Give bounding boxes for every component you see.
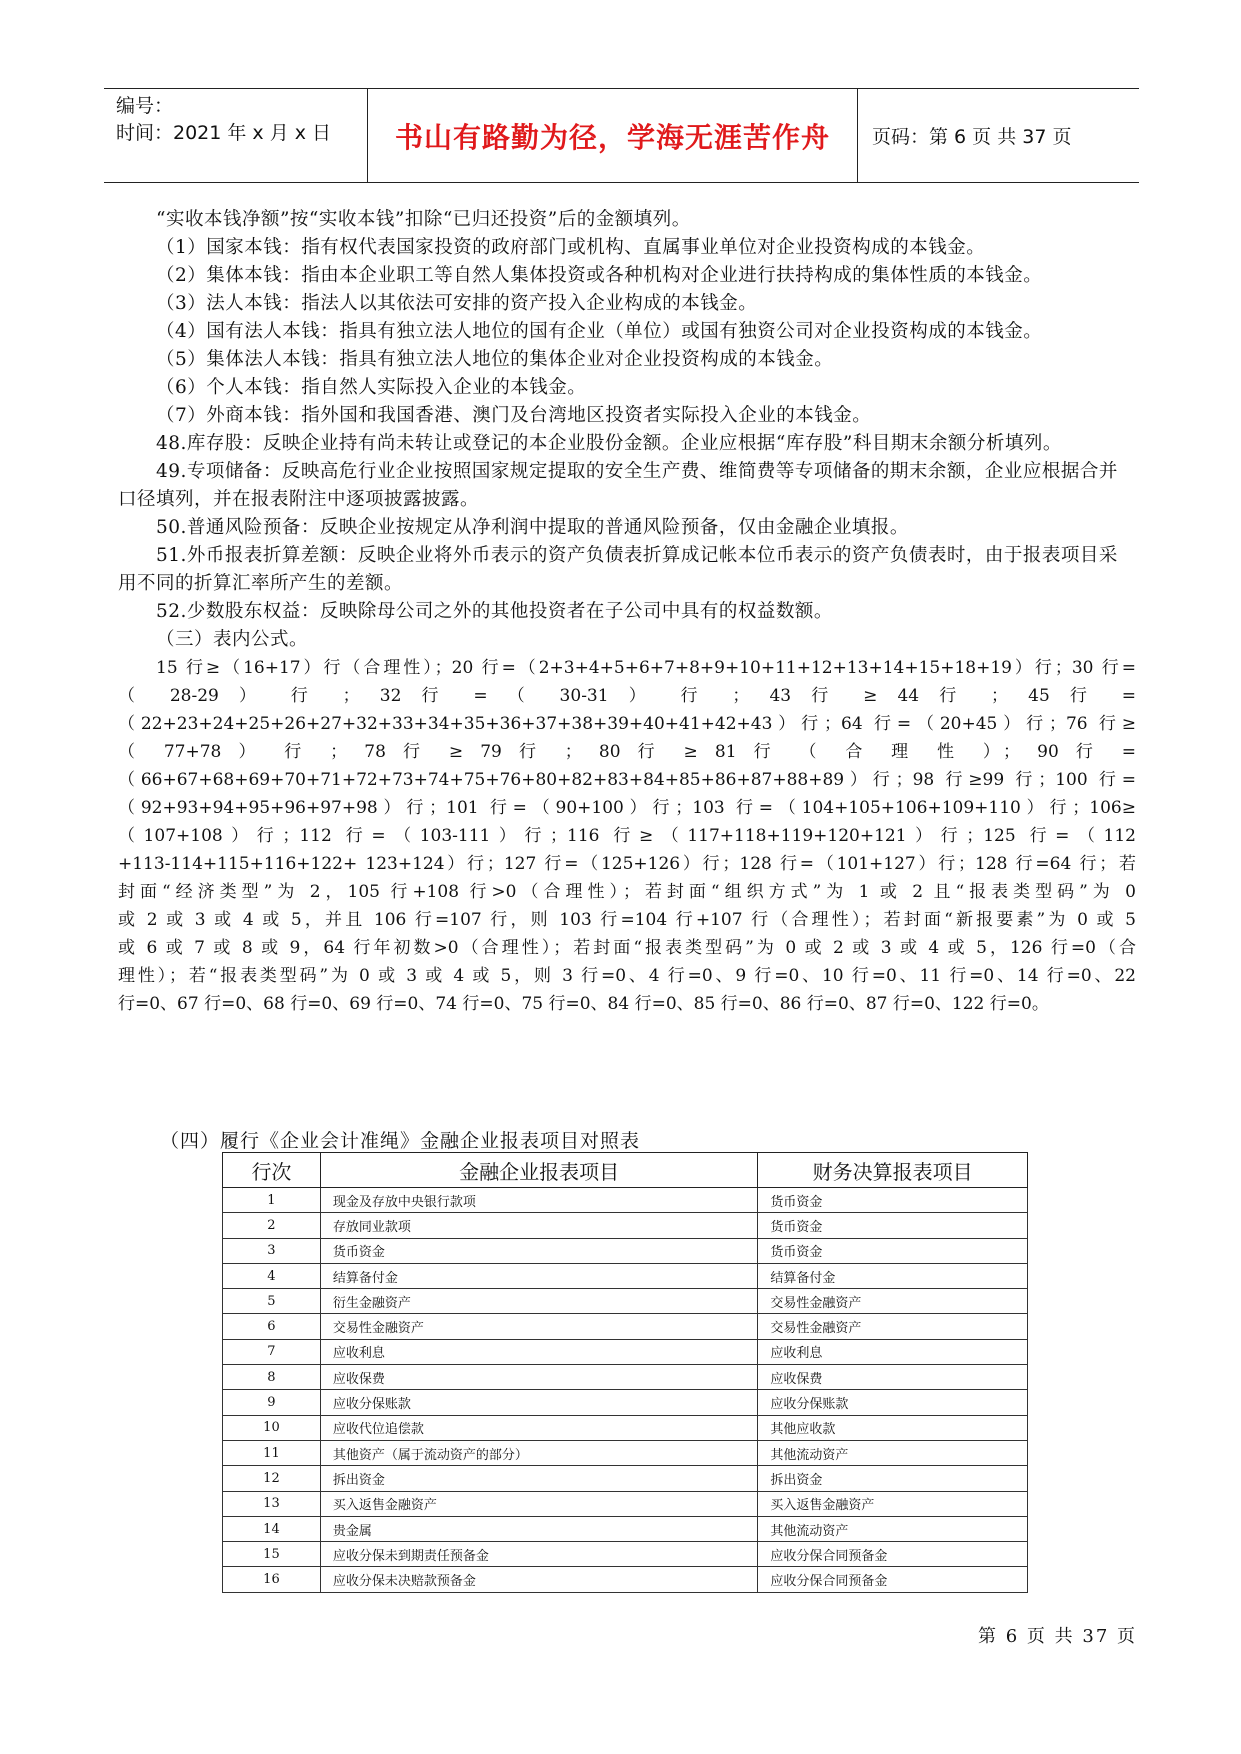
financial-item-cell: 存放同业款项: [320, 1213, 757, 1238]
final-account-item-cell: 应收分保合同预备金: [758, 1542, 1028, 1567]
table-row: [223, 1263, 1028, 1288]
paragraph: （6）个人本钱：指自然人实际投入企业的本钱金。: [156, 377, 587, 398]
section-heading: （三）表内公式。: [156, 629, 309, 650]
header-row-no: 行次: [223, 1153, 321, 1188]
formula-line: （66+67+68+69+70+71+72+73+74+75+76+80+82+83+84+85+86+87+88+89）行；98 行≥99 行；100 行=: [118, 770, 1136, 790]
formula-line: 15 行≥（16+17）行（合理性）；20 行=（2+3+4+5+6+7+8+9+10+11+12+13+14+15+18+19）行；30 行=: [156, 658, 1136, 678]
row-number-cell: 15: [223, 1542, 321, 1567]
final-account-item-cell: 交易性金融资产: [758, 1314, 1028, 1339]
financial-item-cell: 交易性金融资产: [320, 1314, 757, 1339]
formula-line: （92+93+94+95+96+97+98）行；101 行=（90+100）行；103 行=（104+105+106+109+110）行；106≥: [118, 798, 1136, 818]
final-account-item-cell: 其他流动资产: [758, 1516, 1028, 1541]
time-label: 时间：2021 年 x 月 x 日: [116, 122, 332, 144]
row-number-cell: 13: [223, 1491, 321, 1516]
paragraph: （4）国有法人本钱：指具有独立法人地位的国有企业（单位）或国有独资公司对企业投资构成的本钱金。: [156, 321, 1043, 342]
final-account-item-cell: 其他流动资产: [758, 1440, 1028, 1465]
formula-line: 或 2 或 3 或 4 或 5，并且 106 行=107 行，则 103 行=104 行+107 行（合理性）；若封面“新报要素”为 0 或 5: [118, 910, 1136, 930]
header-final-account-item: 财务决算报表项目: [758, 1153, 1028, 1188]
final-account-item-cell: 货币资金: [758, 1188, 1028, 1213]
financial-item-cell: 买入返售金融资产: [320, 1491, 757, 1516]
paragraph: 49.专项储备：反映高危行业企业按照国家规定提取的安全生产费、维简费等专项储备的期末余额，企业应根据合并口径填列，并在报表附注中逐项披露披露。: [118, 461, 1118, 510]
table-row: [223, 1440, 1028, 1465]
table-body: [223, 1188, 1028, 1593]
table-row: [223, 1289, 1028, 1314]
formula-line: 行=0、67 行=0、68 行=0、69 行=0、74 行=0、75 行=0、84 行=0、85 行=0、86 行=0、87 行=0、122 行=0。: [118, 994, 1049, 1014]
table-row: [223, 1415, 1028, 1440]
financial-item-cell: 衍生金融资产: [320, 1289, 757, 1314]
formula-line: 或 6 或 7 或 8 或 9，64 行年初数>0（合理性）；若封面“报表类型码”为 0 或 2 或 3 或 4 或 5，126 行=0（合: [118, 938, 1136, 958]
final-account-item-cell: 拆出资金: [758, 1466, 1028, 1491]
final-account-item-cell: 应收分保合同预备金: [758, 1567, 1028, 1592]
table-row: [223, 1188, 1028, 1213]
row-number-cell: 8: [223, 1365, 321, 1390]
row-number-cell: 1: [223, 1188, 321, 1213]
final-account-item-cell: 应收利息: [758, 1339, 1028, 1364]
row-number-cell: 3: [223, 1238, 321, 1263]
paragraph: （1）国家本钱：指有权代表国家投资的政府部门或机构、直属事业单位对企业投资构成的本钱金。: [156, 237, 986, 258]
financial-item-cell: 应收利息: [320, 1339, 757, 1364]
formula-line: 理性）；若“报表类型码”为 0 或 3 或 4 或 5，则 3 行=0、4 行=0、9 行=0、10 行=0、11 行=0、14 行=0、22: [118, 966, 1136, 986]
final-account-item-cell: 货币资金: [758, 1213, 1028, 1238]
page-header: [104, 88, 1139, 183]
table-row: [223, 1491, 1028, 1516]
table-row: [223, 1213, 1028, 1238]
mapping-table: [222, 1152, 1028, 1593]
table-row: [223, 1567, 1028, 1592]
financial-item-cell: 应收分保未决赔款预备金: [320, 1567, 757, 1592]
row-number-cell: 14: [223, 1516, 321, 1541]
table-row: [223, 1542, 1028, 1567]
paragraph: （7）外商本钱：指外国和我国香港、澳门及台湾地区投资者实际投入企业的本钱金。: [156, 405, 872, 426]
paragraph: 52.少数股东权益：反映除母公司之外的其他投资者在子公司中具有的权益数额。: [156, 601, 833, 622]
header-financial-item: 金融企业报表项目: [320, 1153, 757, 1188]
formula-line: （107+108）行；112 行=（103-111）行；116 行≥（117+118+119+120+121）行；125 行=（112: [118, 826, 1136, 846]
row-number-cell: 9: [223, 1390, 321, 1415]
formula-line: （22+23+24+25+26+27+32+33+34+35+36+37+38+39+40+41+42+43）行；64 行=（20+45）行；76 行≥: [118, 714, 1136, 734]
table-row: [223, 1314, 1028, 1339]
table-header-row: [223, 1153, 1028, 1188]
paragraph: 51.外币报表折算差额：反映企业将外币表示的资产负债表折算成记帐本位币表示的资产负债表时，由于报表项目采用不同的折算汇率所产生的差额。: [118, 545, 1118, 594]
formula-line: （ 77+78 ） 行 ； 78 行 ≥ 79 行 ； 80 行 ≥ 81 行 （ 合 理 性 ）； 90 行 =: [118, 742, 1136, 762]
financial-item-cell: 应收分保未到期责任预备金: [320, 1542, 757, 1567]
financial-item-cell: 其他资产（属于流动资产的部分）: [320, 1440, 757, 1465]
row-number-cell: 2: [223, 1213, 321, 1238]
paragraph: “实收本钱净额”按“实收本钱”扣除“已归还投资”后的金额填列。: [156, 209, 691, 230]
financial-item-cell: 应收代位追偿款: [320, 1415, 757, 1440]
paragraph: （3）法人本钱：指法人以其依法可安排的资产投入企业构成的本钱金。: [156, 293, 758, 314]
row-number-cell: 7: [223, 1339, 321, 1364]
table-row: [223, 1466, 1028, 1491]
page-footer: 第 6 页 共 37 页: [978, 1626, 1137, 1647]
final-account-item-cell: 买入返售金融资产: [758, 1491, 1028, 1516]
serial-label: 编号：: [116, 95, 174, 117]
final-account-item-cell: 应收分保账款: [758, 1390, 1028, 1415]
financial-item-cell: 货币资金: [320, 1238, 757, 1263]
formula-line: +113-114+115+116+122+ 123+124）行；127 行=（125+126）行；128 行=（101+127）行；128 行=64 行；若: [118, 854, 1136, 874]
header-meta: [104, 89, 368, 182]
financial-item-cell: 应收保费: [320, 1365, 757, 1390]
financial-item-cell: 现金及存放中央银行款项: [320, 1188, 757, 1213]
formula-block: [118, 654, 1136, 1018]
financial-item-cell: 贵金属: [320, 1516, 757, 1541]
financial-item-cell: 结算备付金: [320, 1263, 757, 1288]
table-row: [223, 1238, 1028, 1263]
row-number-cell: 5: [223, 1289, 321, 1314]
row-number-cell: 4: [223, 1263, 321, 1288]
formula-line: （ 28-29 ） 行 ； 32 行 = （ 30-31 ） 行 ； 43 行 ≥ 44 行 ； 45 行 =: [118, 686, 1136, 706]
table-row: [223, 1339, 1028, 1364]
final-account-item-cell: 应收保费: [758, 1365, 1028, 1390]
table-row: [223, 1516, 1028, 1541]
header-motto: 书山有路勤为径，学海无涯苦作舟: [368, 89, 858, 182]
final-account-item-cell: 其他应收款: [758, 1415, 1028, 1440]
table-row: [223, 1365, 1028, 1390]
document-body: [118, 206, 1136, 1018]
row-number-cell: 6: [223, 1314, 321, 1339]
final-account-item-cell: 结算备付金: [758, 1263, 1028, 1288]
paragraph: 50.普通风险预备：反映企业按规定从净利润中提取的普通风险预备，仅由金融企业填报。: [156, 517, 909, 538]
paragraph: （5）集体法人本钱：指具有独立法人地位的集体企业对企业投资构成的本钱金。: [156, 349, 834, 370]
table-row: [223, 1390, 1028, 1415]
row-number-cell: 11: [223, 1440, 321, 1465]
final-account-item-cell: 交易性金融资产: [758, 1289, 1028, 1314]
row-number-cell: 12: [223, 1466, 321, 1491]
paragraph: （2）集体本钱：指由本企业职工等自然人集体投资或各种机构对企业进行扶持构成的集体性质的本钱金。: [156, 265, 1043, 286]
row-number-cell: 10: [223, 1415, 321, 1440]
financial-item-cell: 拆出资金: [320, 1466, 757, 1491]
header-page-label: 页码：第 6 页 共 37 页: [872, 126, 1072, 148]
final-account-item-cell: 货币资金: [758, 1238, 1028, 1263]
financial-item-cell: 应收分保账款: [320, 1390, 757, 1415]
formula-line: 封面“经济类型”为 2，105 行+108 行>0（合理性）；若封面“组织方式”为 1 或 2 且“报表类型码”为 0: [118, 882, 1136, 902]
table-caption: （四）履行《企业会计准绳》金融企业报表项目对照表: [160, 1130, 641, 1152]
paragraph: 48.库存股：反映企业持有尚未转让或登记的本企业股份金额。企业应根据“库存股”科目期末余额分析填列。: [156, 433, 1062, 454]
row-number-cell: 16: [223, 1567, 321, 1592]
